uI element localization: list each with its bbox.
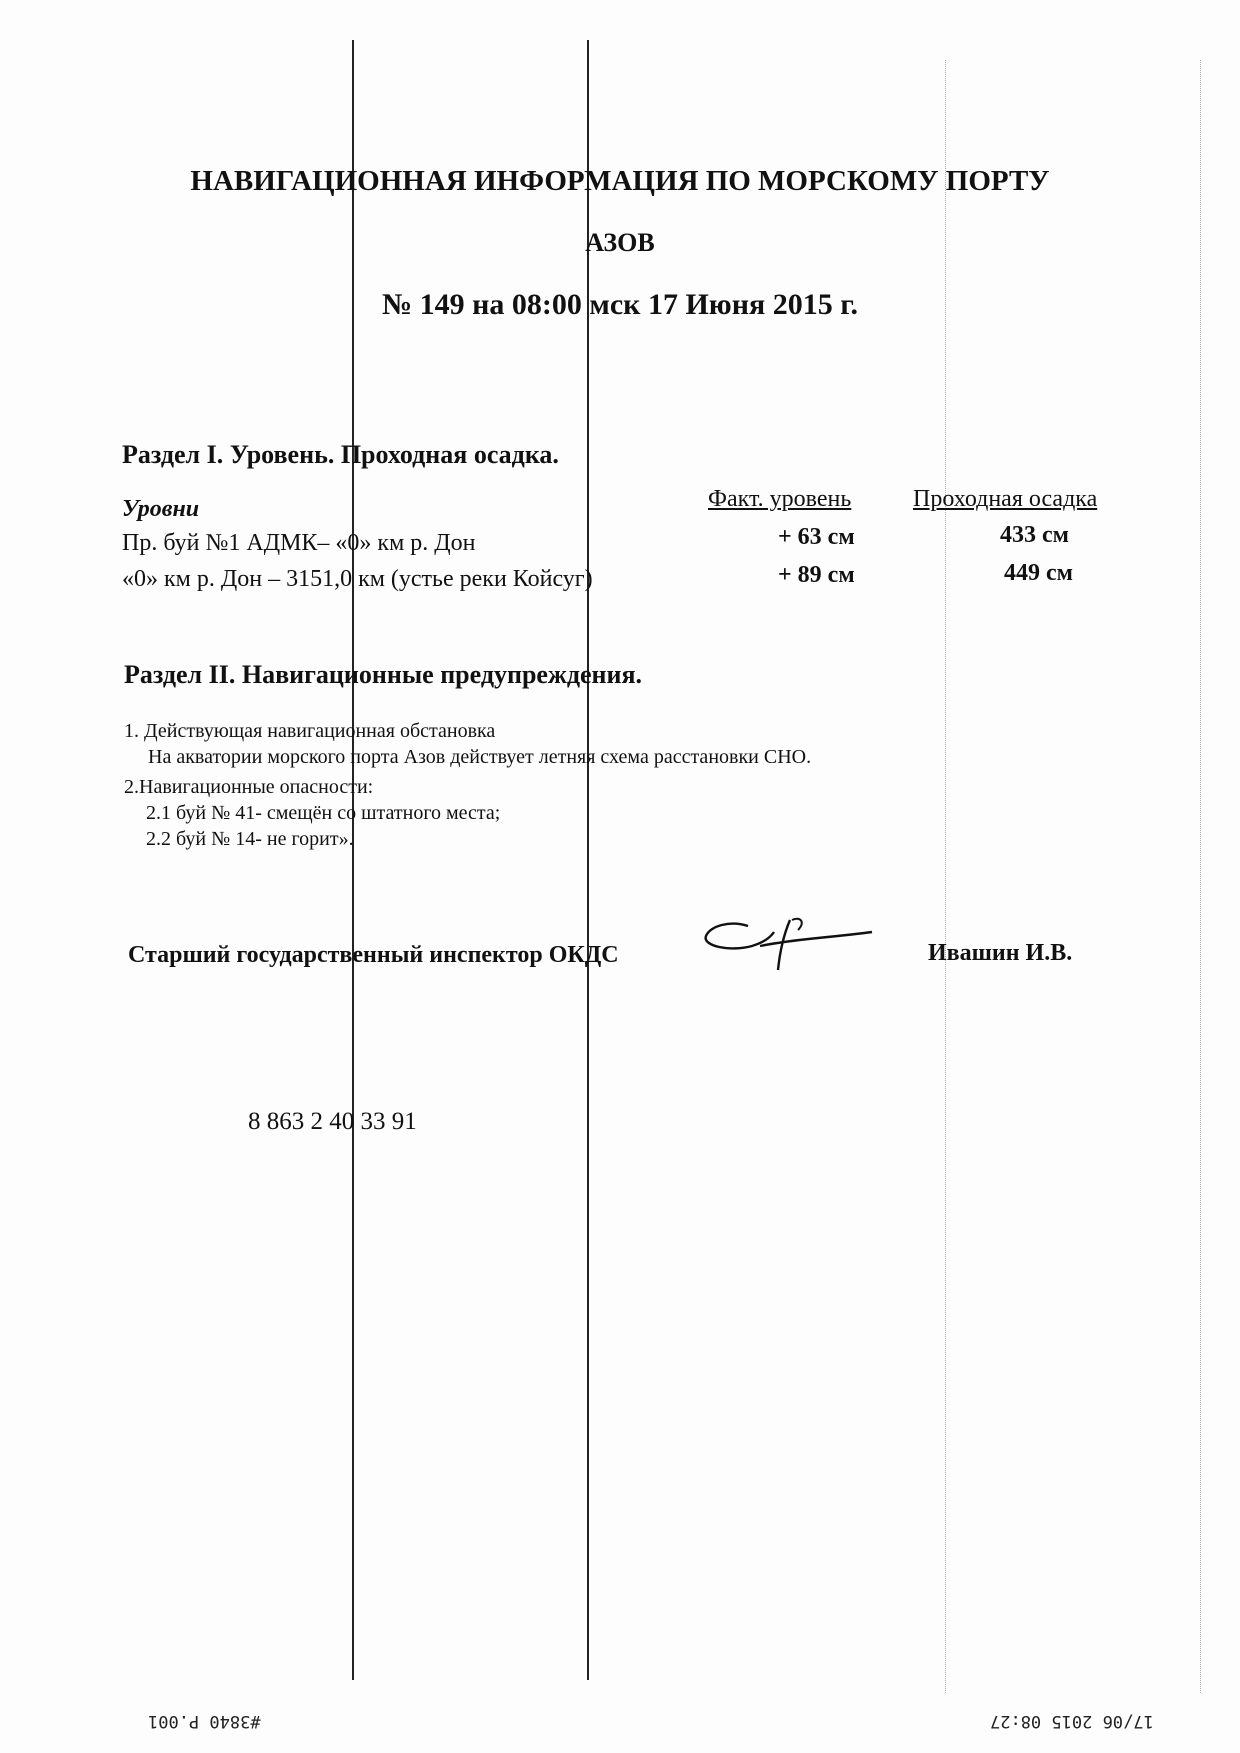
signature-image bbox=[700, 912, 880, 982]
table-row-name: «0» км р. Дон – 3151,0 км (устье реки Койсуг) bbox=[122, 566, 593, 592]
signer-position: Старший государственный инспектор ОКДС bbox=[128, 942, 619, 968]
draft-header: Проходная осадка bbox=[913, 486, 1098, 512]
warning-item: 2.Навигационные опасности: bbox=[124, 776, 374, 798]
scan-line bbox=[587, 40, 589, 1680]
table-row-draft: 449 см bbox=[1004, 560, 1073, 586]
warning-text: На акватории морского порта Азов действует летняя схема расстановки СНО. bbox=[148, 746, 812, 768]
table-row-level: + 63 см bbox=[778, 524, 855, 550]
warning-subitem: 2.2 буй № 14- не горит». bbox=[146, 828, 354, 850]
scan-line bbox=[352, 40, 354, 1680]
actual-level-header: Факт. уровень bbox=[708, 486, 852, 512]
port-name: АЗОВ bbox=[585, 228, 655, 257]
warning-subitem: 2.1 буй № 41- смещён со штатного места; bbox=[146, 802, 501, 824]
table-row-draft: 433 см bbox=[1000, 522, 1069, 548]
phone-number: 8 863 2 40 33 91 bbox=[248, 1108, 417, 1135]
document-number: № 149 на 08:00 мск 17 Июня 2015 г. bbox=[382, 288, 858, 321]
table-row-name: Пр. буй №1 АДМК– «0» км р. Дон bbox=[122, 530, 476, 556]
table-row-level: + 89 см bbox=[778, 562, 855, 588]
warning-item: 1. Действующая навигационная обстановка bbox=[124, 720, 496, 742]
section-1-heading: Раздел I. Уровень. Проходная осадка. bbox=[122, 440, 559, 469]
fax-page-stamp: #3840 P.001 bbox=[148, 1711, 261, 1731]
fax-datetime-stamp: 17/06 2015 08:27 bbox=[990, 1711, 1154, 1731]
document-title: НАВИГАЦИОННАЯ ИНФОРМАЦИЯ ПО МОРСКОМУ ПОРТУ bbox=[190, 165, 1050, 197]
signer-name: Ивашин И.В. bbox=[928, 940, 1073, 966]
levels-column-label: Уровни bbox=[122, 496, 200, 522]
section-2-heading: Раздел II. Навигационные предупреждения. bbox=[124, 660, 643, 689]
